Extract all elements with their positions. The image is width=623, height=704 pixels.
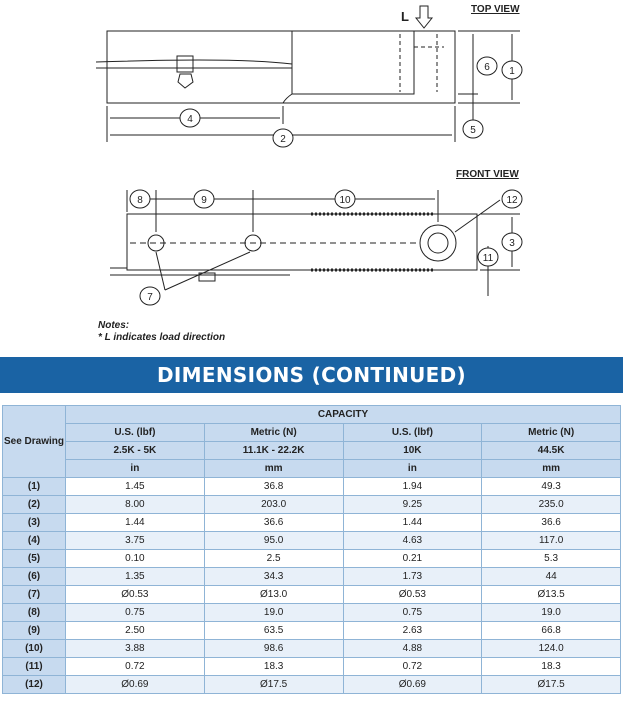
table-cell: 4.63 <box>343 532 482 550</box>
notes <box>98 320 225 344</box>
table-cell: Ø13.5 <box>482 586 621 604</box>
callout-number: 12 <box>506 195 518 206</box>
section-banner: DIMENSIONS (CONTINUED) <box>0 357 623 393</box>
notes-heading: Notes: <box>98 320 130 331</box>
table-cell: 44 <box>482 568 621 586</box>
table-cell: 8.00 <box>66 496 205 514</box>
unit-header: Metric (N) <box>482 424 621 442</box>
table-cell: 1.94 <box>343 478 482 496</box>
range-header: 2.5K - 5K <box>66 442 205 460</box>
table-cell: 0.72 <box>343 658 482 676</box>
callout-number: 7 <box>147 292 153 303</box>
table-cell: 36.8 <box>204 478 343 496</box>
table-cell: 4.88 <box>343 640 482 658</box>
table-cell: 1.35 <box>66 568 205 586</box>
capacity-header: CAPACITY <box>66 406 621 424</box>
unit-header: U.S. (lbf) <box>343 424 482 442</box>
row-label: (11) <box>3 658 66 676</box>
table-row <box>3 496 621 514</box>
callout-number: 8 <box>137 195 143 206</box>
notes-line: * L indicates load direction <box>98 332 226 343</box>
table-cell: 203.0 <box>204 496 343 514</box>
dim-unit-header: mm <box>482 460 621 478</box>
top-view-body <box>107 31 455 103</box>
range-header: 44.5K <box>482 442 621 460</box>
table-cell: 2.5 <box>204 550 343 568</box>
dim-unit-header: mm <box>204 460 343 478</box>
table-cell: 49.3 <box>482 478 621 496</box>
top-view-label: TOP VIEW <box>471 4 520 15</box>
table-cell: 19.0 <box>204 604 343 622</box>
row-label: (4) <box>3 532 66 550</box>
table-row <box>3 568 621 586</box>
table-cell: 0.75 <box>343 604 482 622</box>
table-row <box>3 640 621 658</box>
table-cell: 5.3 <box>482 550 621 568</box>
unit-header: Metric (N) <box>204 424 343 442</box>
table-cell: 18.3 <box>482 658 621 676</box>
see-drawing-header: See Drawing <box>3 406 66 478</box>
table-cell: Ø0.53 <box>66 586 205 604</box>
callout-number: 1 <box>509 66 515 77</box>
table-cell: 36.6 <box>482 514 621 532</box>
table-cell: 3.75 <box>66 532 205 550</box>
table-cell: 1.73 <box>343 568 482 586</box>
table-row <box>3 532 621 550</box>
table-cell: 63.5 <box>204 622 343 640</box>
table-cell: 2.50 <box>66 622 205 640</box>
table-cell: 3.88 <box>66 640 205 658</box>
table-row <box>3 604 621 622</box>
callout-number: 3 <box>509 238 515 249</box>
technical-drawing <box>0 0 623 345</box>
range-header: 10K <box>343 442 482 460</box>
table-cell: 1.44 <box>343 514 482 532</box>
callout-number: 4 <box>187 114 193 125</box>
front-view-body <box>127 214 477 270</box>
callout-number: 5 <box>470 125 476 136</box>
table-cell: 2.63 <box>343 622 482 640</box>
callout-number: 9 <box>201 195 207 206</box>
table-cell: 235.0 <box>482 496 621 514</box>
table-row <box>3 478 621 496</box>
callout-number: 11 <box>482 253 494 264</box>
unit-header: U.S. (lbf) <box>66 424 205 442</box>
table-cell: 0.10 <box>66 550 205 568</box>
table-cell: Ø0.53 <box>343 586 482 604</box>
table-cell: 1.44 <box>66 514 205 532</box>
row-label: (2) <box>3 496 66 514</box>
table-cell: 0.21 <box>343 550 482 568</box>
table-cell: Ø17.5 <box>204 676 343 694</box>
table-row <box>3 658 621 676</box>
table-cell: 117.0 <box>482 532 621 550</box>
dimensions-table <box>2 405 621 694</box>
callout-number: 6 <box>484 62 490 73</box>
row-label: (8) <box>3 604 66 622</box>
table-cell: 34.3 <box>204 568 343 586</box>
table-cell: Ø0.69 <box>343 676 482 694</box>
table-row <box>3 676 621 694</box>
table-cell: 0.72 <box>66 658 205 676</box>
row-label: (12) <box>3 676 66 694</box>
table-cell: 1.45 <box>66 478 205 496</box>
table-cell: 19.0 <box>482 604 621 622</box>
table-row <box>3 514 621 532</box>
row-label: (7) <box>3 586 66 604</box>
dim-unit-header: in <box>66 460 205 478</box>
table-cell: Ø0.69 <box>66 676 205 694</box>
front-view-label: FRONT VIEW <box>456 169 519 180</box>
row-label: (3) <box>3 514 66 532</box>
table-row <box>3 586 621 604</box>
row-label: (9) <box>3 622 66 640</box>
callout-number: 10 <box>339 195 351 206</box>
callout-number: 2 <box>280 134 286 145</box>
table-cell: 0.75 <box>66 604 205 622</box>
top-view-block <box>292 31 414 94</box>
table-cell: 124.0 <box>482 640 621 658</box>
load-direction-label: L <box>401 9 409 24</box>
table-cell: 9.25 <box>343 496 482 514</box>
row-label: (5) <box>3 550 66 568</box>
table-cell: 95.0 <box>204 532 343 550</box>
table-row <box>3 622 621 640</box>
table-cell: 18.3 <box>204 658 343 676</box>
table-cell: 36.6 <box>204 514 343 532</box>
table-row <box>3 550 621 568</box>
table-cell: 66.8 <box>482 622 621 640</box>
row-label: (1) <box>3 478 66 496</box>
range-header: 11.1K - 22.2K <box>204 442 343 460</box>
table-cell: Ø17.5 <box>482 676 621 694</box>
row-label: (6) <box>3 568 66 586</box>
row-label: (10) <box>3 640 66 658</box>
table-cell: Ø13.0 <box>204 586 343 604</box>
table-cell: 98.6 <box>204 640 343 658</box>
dim-unit-header: in <box>343 460 482 478</box>
